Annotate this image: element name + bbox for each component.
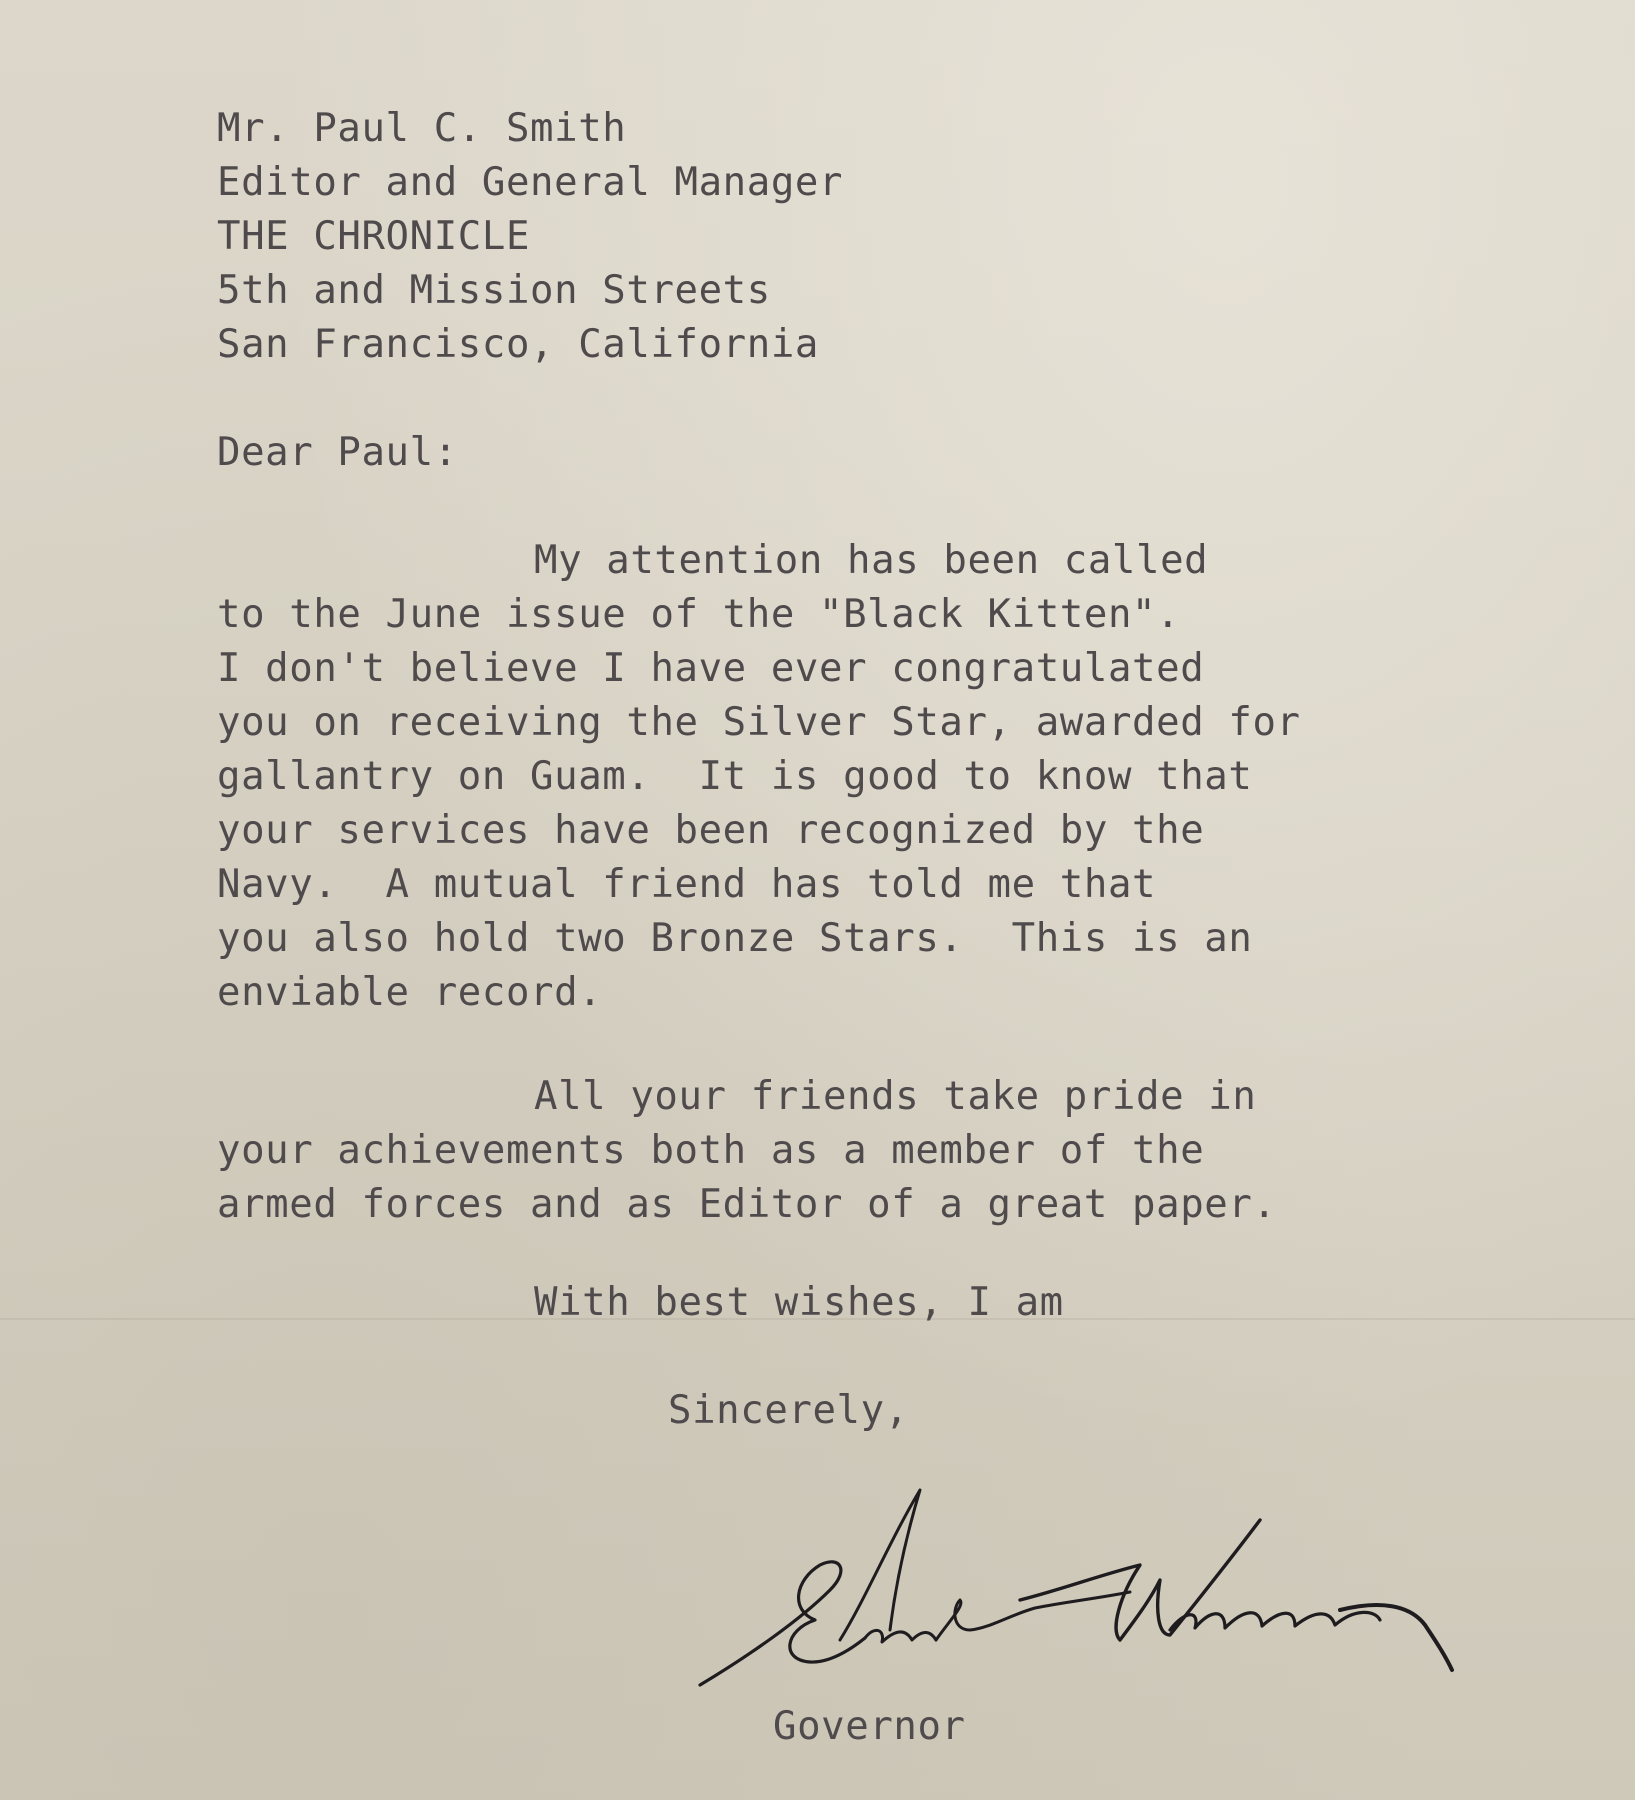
paragraph-line: All your friends take pride in <box>534 1074 1257 1119</box>
recipient-address <box>217 102 1597 372</box>
signer-title: Governor <box>773 1704 966 1749</box>
paragraph-line: enviable record. <box>217 970 603 1015</box>
paragraph-1 <box>217 534 1597 1020</box>
paragraph-line: you also hold two Bronze Stars. This is an <box>217 916 1253 961</box>
closing-phrase: With best wishes, I am <box>534 1280 1064 1325</box>
paragraph-2 <box>217 1070 1597 1232</box>
salutation: Dear Paul: <box>217 430 458 475</box>
paragraph-line: you on receiving the Silver Star, awarded for <box>217 700 1301 745</box>
handwritten-signature <box>690 1480 1470 1710</box>
paragraph-line: Navy. A mutual friend has told me that <box>217 862 1157 907</box>
paragraph-line: I don't believe I have ever congratulated <box>217 646 1205 691</box>
paragraph-line: My attention has been called <box>534 538 1209 583</box>
paragraph-line: your achievements both as a member of the <box>217 1128 1205 1173</box>
paragraph-line: your services have been recognized by the <box>217 808 1205 853</box>
recipient-title: Editor and General Manager <box>217 160 844 205</box>
recipient-city: San Francisco, California <box>217 322 819 367</box>
recipient-organization: THE CHRONICLE <box>217 214 531 259</box>
paragraph-line: to the June issue of the "Black Kitten". <box>217 592 1181 637</box>
paragraph-line: gallantry on Guam. It is good to know that <box>217 754 1253 799</box>
recipient-name: Mr. Paul C. Smith <box>217 106 627 151</box>
recipient-street: 5th and Mission Streets <box>217 268 771 313</box>
letter-body <box>217 102 1597 1232</box>
paragraph-line: armed forces and as Editor of a great paper. <box>217 1182 1277 1227</box>
sign-off: Sincerely, <box>668 1388 909 1433</box>
